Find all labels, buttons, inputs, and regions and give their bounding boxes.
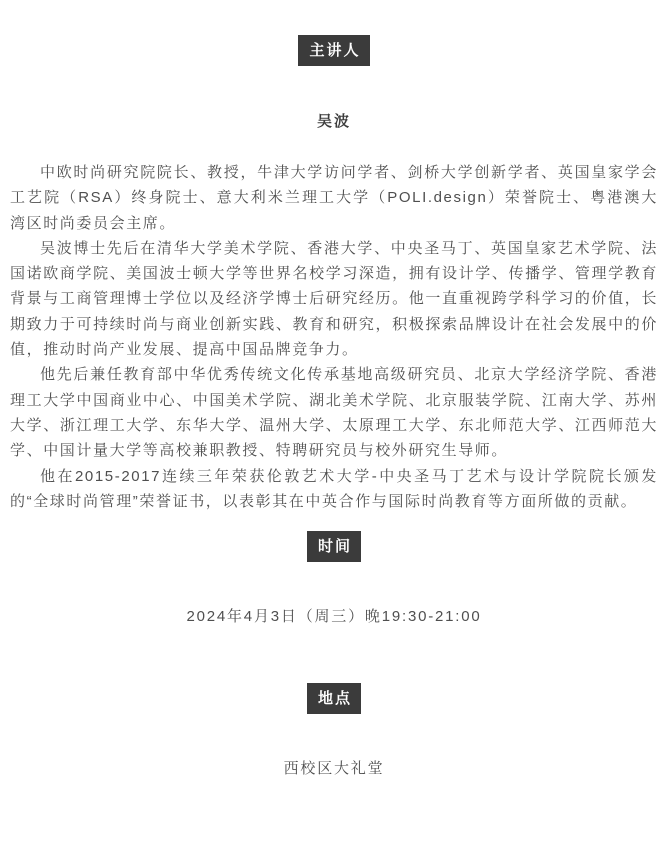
speaker-bio — [0, 160, 668, 514]
bio-paragraph-4: 他在2015-2017连续三年荣获伦敦艺术大学-中央圣马丁艺术与设计学院院长颁发的“全球时尚管理”荣誉证书，以表彰其在中英合作与国际时尚教育等方面所做的贡献。 — [10, 467, 658, 510]
speaker-name: 吴波 — [316, 113, 351, 130]
event-location: 西校区大礼堂 — [283, 760, 385, 778]
location-badge: 地点 — [307, 683, 361, 714]
location-section-header — [0, 683, 668, 714]
time-section-header — [0, 531, 668, 562]
time-badge: 时间 — [307, 531, 361, 562]
speaker-section-header — [0, 0, 668, 66]
event-time: 2024年4月3日（周三）晚19:30-21:00 — [186, 608, 482, 626]
bio-paragraph-3: 他先后兼任教育部中华优秀传统文化传承基地高级研究员、北京大学经济学院、香港理工大学中国商业中心、中国美术学院、湖北美术学院、北京服装学院、江南大学、苏州大学、浙江理工大学、东华大学、温州大学、太原理工大学、东北师范大学、江西师范大学、中国计量大学等高校兼职教授、特聘研究员与校外研究生导师。 — [10, 366, 658, 460]
speaker-badge: 主讲人 — [298, 35, 369, 66]
bio-paragraph-1: 中欧时尚研究院院长、教授，牛津大学访问学者、剑桥大学创新学者、英国皇家学会工艺院（RSA）终身院士、意大利米兰理工大学（POLI.design）荣誉院士、粤港澳大湾区时尚委员会主席。 — [10, 164, 658, 232]
bio-paragraph-2: 吴波博士先后在清华大学美术学院、香港大学、中央圣马丁、英国皇家艺术学院、法国诺欧商学院、美国波士顿大学等世界名校学习深造，拥有设计学、传播学、管理学教育背景与工商管理博士学位以及经济学博士后研究经历。他一直重视跨学科学习的价值，长期致力于可持续时尚与商业创新实践、教育和研究，积极探索品牌设计在社会发展中的价值，推动时尚产业发展、提高中国品牌竞争力。 — [10, 239, 658, 359]
